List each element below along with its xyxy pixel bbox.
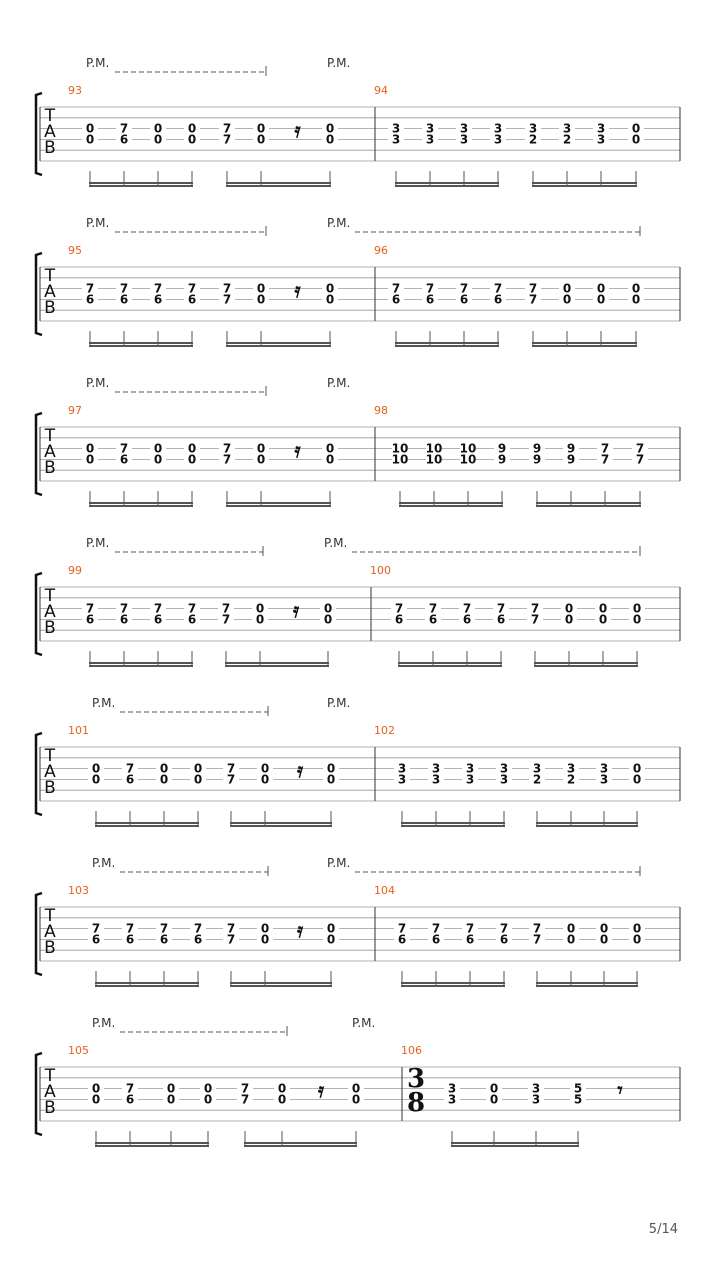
fret-number: 0 xyxy=(632,761,642,776)
fret-number: 7 xyxy=(425,281,435,296)
fret-number: 7 xyxy=(528,292,538,307)
fret-number: 0 xyxy=(260,921,270,936)
tab-clef-letter: B xyxy=(44,298,56,318)
rest-symbol: 𝄿 xyxy=(317,1078,325,1102)
fret-number: 7 xyxy=(119,601,129,616)
fret-number: 7 xyxy=(125,1081,135,1096)
tab-clef-letter: A xyxy=(44,282,56,302)
fret-number: 0 xyxy=(256,292,266,307)
fret-number: 0 xyxy=(562,281,572,296)
system-bracket xyxy=(36,93,42,175)
fret-number: 9 xyxy=(566,441,576,456)
fret-number: 7 xyxy=(221,612,231,627)
fret-number: 7 xyxy=(226,761,236,776)
measure-number: 95 xyxy=(68,244,82,257)
palm-mute-label: P.M. xyxy=(327,216,351,230)
fret-number: 3 xyxy=(425,121,435,136)
fret-number: 0 xyxy=(159,761,169,776)
fret-number: 0 xyxy=(598,612,608,627)
fret-number: 3 xyxy=(447,1081,457,1096)
measure-number: 96 xyxy=(374,244,388,257)
measure-number: 103 xyxy=(68,884,89,897)
rest-symbol: 𝄿 xyxy=(296,758,304,782)
fret-number: 7 xyxy=(119,441,129,456)
fret-number: 3 xyxy=(566,761,576,776)
fret-number: 6 xyxy=(465,932,475,947)
measure-number: 93 xyxy=(68,84,82,97)
fret-number: 7 xyxy=(532,932,542,947)
fret-number: 6 xyxy=(391,292,401,307)
fret-number: 6 xyxy=(85,292,95,307)
palm-mute-label: P.M. xyxy=(327,376,351,390)
fret-number: 0 xyxy=(256,132,266,147)
fret-number: 0 xyxy=(632,612,642,627)
tab-clef-letter: B xyxy=(44,938,56,958)
fret-number: 3 xyxy=(599,772,609,787)
tab-clef-letter: B xyxy=(44,778,56,798)
fret-number: 0 xyxy=(632,601,642,616)
fret-number: 3 xyxy=(493,121,503,136)
fret-number: 6 xyxy=(153,292,163,307)
fret-number: 0 xyxy=(153,121,163,136)
fret-number: 6 xyxy=(425,292,435,307)
fret-number: 10 xyxy=(391,452,409,467)
fret-number: 6 xyxy=(119,292,129,307)
rest-symbol: 𝄿 xyxy=(296,918,304,942)
fret-number: 7 xyxy=(222,132,232,147)
measure-number: 97 xyxy=(68,404,82,417)
fret-number: 6 xyxy=(428,612,438,627)
fret-number: 0 xyxy=(631,121,641,136)
fret-number: 6 xyxy=(499,932,509,947)
fret-number: 6 xyxy=(493,292,503,307)
tab-clef-letter: T xyxy=(44,426,56,446)
fret-number: 7 xyxy=(187,601,197,616)
fret-number: 0 xyxy=(166,1092,176,1107)
fret-number: 3 xyxy=(465,761,475,776)
fret-number: 3 xyxy=(528,121,538,136)
fret-number: 0 xyxy=(631,281,641,296)
fret-number: 0 xyxy=(326,761,336,776)
fret-number: 7 xyxy=(119,281,129,296)
fret-number: 0 xyxy=(91,761,101,776)
fret-number: 0 xyxy=(277,1092,287,1107)
fret-number: 0 xyxy=(85,452,95,467)
fret-number: 6 xyxy=(125,772,135,787)
palm-mute-label: P.M. xyxy=(92,696,116,710)
palm-mute-label: P.M. xyxy=(327,56,351,70)
palm-mute-label: P.M. xyxy=(92,1016,116,1030)
measure-number: 98 xyxy=(374,404,388,417)
tab-clef-letter: T xyxy=(44,746,56,766)
fret-number: 7 xyxy=(85,601,95,616)
fret-number: 0 xyxy=(325,452,335,467)
fret-number: 0 xyxy=(85,121,95,136)
fret-number: 0 xyxy=(351,1081,361,1096)
fret-number: 7 xyxy=(528,281,538,296)
fret-number: 5 xyxy=(573,1081,583,1096)
fret-number: 0 xyxy=(631,132,641,147)
fret-number: 3 xyxy=(397,772,407,787)
fret-number: 2 xyxy=(562,132,572,147)
fret-number: 10 xyxy=(425,441,443,456)
tab-clef-letter: T xyxy=(44,906,56,926)
fret-number: 6 xyxy=(125,932,135,947)
palm-mute-label: P.M. xyxy=(352,1016,376,1030)
fret-number: 0 xyxy=(596,281,606,296)
fret-number: 0 xyxy=(260,761,270,776)
fret-number: 7 xyxy=(125,761,135,776)
system-bracket xyxy=(36,253,42,335)
system-bracket xyxy=(36,573,42,655)
fret-number: 3 xyxy=(431,761,441,776)
tab-clef-letter: A xyxy=(44,122,56,142)
fret-number: 7 xyxy=(496,601,506,616)
fret-number: 6 xyxy=(394,612,404,627)
tab-clef-letter: T xyxy=(44,266,56,286)
fret-number: 7 xyxy=(600,441,610,456)
system-bracket xyxy=(36,733,42,815)
fret-number: 7 xyxy=(125,921,135,936)
measure-number: 104 xyxy=(374,884,395,897)
fret-number: 0 xyxy=(325,292,335,307)
fret-number: 0 xyxy=(325,121,335,136)
fret-number: 0 xyxy=(599,932,609,947)
fret-number: 0 xyxy=(187,121,197,136)
fret-number: 0 xyxy=(187,452,197,467)
measure-number: 105 xyxy=(68,1044,89,1057)
fret-number: 2 xyxy=(532,772,542,787)
fret-number: 3 xyxy=(531,1081,541,1096)
system-bracket xyxy=(36,893,42,975)
fret-number: 6 xyxy=(91,932,101,947)
tab-clef-letter: T xyxy=(44,1066,56,1086)
rest-symbol: 𝄿 xyxy=(294,278,301,302)
fret-number: 7 xyxy=(222,121,232,136)
fret-number: 7 xyxy=(530,601,540,616)
fret-number: 7 xyxy=(600,452,610,467)
fret-number: 10 xyxy=(459,441,477,456)
fret-number: 3 xyxy=(596,121,606,136)
measure-number: 102 xyxy=(374,724,395,737)
fret-number: 6 xyxy=(459,292,469,307)
fret-number: 0 xyxy=(325,281,335,296)
fret-number: 0 xyxy=(260,932,270,947)
fret-number: 3 xyxy=(459,121,469,136)
fret-number: 3 xyxy=(499,761,509,776)
fret-number: 6 xyxy=(496,612,506,627)
measure-number: 99 xyxy=(68,564,82,577)
fret-number: 10 xyxy=(391,441,409,456)
rest-symbol: 𝄿 xyxy=(294,438,301,462)
fret-number: 3 xyxy=(425,132,435,147)
fret-number: 7 xyxy=(85,281,95,296)
palm-mute-label: P.M. xyxy=(327,856,351,870)
fret-number: 7 xyxy=(635,441,645,456)
fret-number: 7 xyxy=(635,452,645,467)
fret-number: 0 xyxy=(632,932,642,947)
fret-number: 3 xyxy=(493,132,503,147)
fret-number: 3 xyxy=(499,772,509,787)
fret-number: 0 xyxy=(256,452,266,467)
fret-number: 0 xyxy=(596,292,606,307)
fret-number: 0 xyxy=(326,921,336,936)
fret-number: 6 xyxy=(85,612,95,627)
fret-number: 7 xyxy=(226,932,236,947)
fret-number: 9 xyxy=(497,452,507,467)
tab-clef-letter: A xyxy=(44,1082,56,1102)
fret-number: 9 xyxy=(532,452,542,467)
fret-number: 7 xyxy=(391,281,401,296)
fret-number: 0 xyxy=(255,601,265,616)
fret-number: 0 xyxy=(166,1081,176,1096)
fret-number: 9 xyxy=(532,441,542,456)
fret-number: 6 xyxy=(119,612,129,627)
fret-number: 7 xyxy=(493,281,503,296)
measure-number: 100 xyxy=(370,564,391,577)
palm-mute-label: P.M. xyxy=(86,56,110,70)
fret-number: 7 xyxy=(226,772,236,787)
fret-number: 0 xyxy=(256,441,266,456)
fret-number: 7 xyxy=(499,921,509,936)
tab-clef-letter: B xyxy=(44,1098,56,1118)
fret-number: 0 xyxy=(325,441,335,456)
page-number: 5/14 xyxy=(648,1222,678,1237)
tab-clef-letter: A xyxy=(44,922,56,942)
fret-number: 0 xyxy=(489,1081,499,1096)
palm-mute-label: P.M. xyxy=(324,536,348,550)
tab-clef-letter: A xyxy=(44,762,56,782)
fret-number: 0 xyxy=(598,601,608,616)
fret-number: 6 xyxy=(431,932,441,947)
fret-number: 0 xyxy=(85,441,95,456)
rest-symbol: 𝄿 xyxy=(294,118,301,142)
fret-number: 0 xyxy=(599,921,609,936)
fret-number: 7 xyxy=(530,612,540,627)
fret-number: 7 xyxy=(431,921,441,936)
fret-number: 0 xyxy=(564,601,574,616)
fret-number: 0 xyxy=(203,1081,213,1096)
fret-number: 3 xyxy=(459,132,469,147)
measure-number: 106 xyxy=(401,1044,422,1057)
fret-number: 3 xyxy=(596,132,606,147)
fret-number: 0 xyxy=(323,612,333,627)
fret-number: 2 xyxy=(528,132,538,147)
fret-number: 6 xyxy=(187,612,197,627)
fret-number: 2 xyxy=(566,772,576,787)
fret-number: 0 xyxy=(85,132,95,147)
fret-number: 6 xyxy=(193,932,203,947)
fret-number: 0 xyxy=(256,281,266,296)
fret-number: 7 xyxy=(153,601,163,616)
fret-number: 0 xyxy=(323,601,333,616)
fret-number: 0 xyxy=(153,132,163,147)
fret-number: 0 xyxy=(632,772,642,787)
fret-number: 3 xyxy=(532,761,542,776)
fret-number: 6 xyxy=(397,932,407,947)
fret-number: 3 xyxy=(531,1092,541,1107)
fret-number: 0 xyxy=(325,132,335,147)
palm-mute-label: P.M. xyxy=(86,216,110,230)
fret-number: 6 xyxy=(119,452,129,467)
fret-number: 7 xyxy=(397,921,407,936)
fret-number: 7 xyxy=(240,1081,250,1096)
fret-number: 7 xyxy=(532,921,542,936)
rest-symbol: 𝄾 xyxy=(617,1078,623,1102)
fret-number: 7 xyxy=(119,121,129,136)
fret-number: 0 xyxy=(489,1092,499,1107)
system-bracket xyxy=(36,1053,42,1135)
fret-number: 3 xyxy=(465,772,475,787)
tab-clef-letter: A xyxy=(44,602,56,622)
fret-number: 0 xyxy=(159,772,169,787)
fret-number: 0 xyxy=(91,1081,101,1096)
fret-number: 0 xyxy=(187,441,197,456)
fret-number: 6 xyxy=(187,292,197,307)
fret-number: 3 xyxy=(447,1092,457,1107)
fret-number: 0 xyxy=(566,932,576,947)
measure-number: 94 xyxy=(374,84,388,97)
fret-number: 7 xyxy=(222,292,232,307)
fret-number: 7 xyxy=(91,921,101,936)
fret-number: 9 xyxy=(497,441,507,456)
fret-number: 0 xyxy=(564,612,574,627)
fret-number: 9 xyxy=(566,452,576,467)
tab-clef-letter: T xyxy=(44,586,56,606)
fret-number: 3 xyxy=(599,761,609,776)
fret-number: 0 xyxy=(91,1092,101,1107)
palm-mute-label: P.M. xyxy=(92,856,116,870)
fret-number: 7 xyxy=(193,921,203,936)
fret-number: 7 xyxy=(187,281,197,296)
fret-number: 0 xyxy=(193,761,203,776)
fret-number: 6 xyxy=(159,932,169,947)
system-bracket xyxy=(36,413,42,495)
fret-number: 7 xyxy=(222,281,232,296)
fret-number: 0 xyxy=(277,1081,287,1096)
fret-number: 5 xyxy=(573,1092,583,1107)
fret-number: 3 xyxy=(391,132,401,147)
tab-clef-letter: T xyxy=(44,106,56,126)
fret-number: 3 xyxy=(391,121,401,136)
fret-number: 7 xyxy=(159,921,169,936)
fret-number: 7 xyxy=(222,452,232,467)
fret-number: 7 xyxy=(462,601,472,616)
fret-number: 0 xyxy=(91,772,101,787)
fret-number: 6 xyxy=(119,132,129,147)
fret-number: 3 xyxy=(397,761,407,776)
fret-number: 0 xyxy=(203,1092,213,1107)
time-signature-top: 3 xyxy=(406,1064,426,1094)
fret-number: 6 xyxy=(125,1092,135,1107)
tab-clef-letter: B xyxy=(44,138,56,158)
palm-mute-label: P.M. xyxy=(86,376,110,390)
fret-number: 7 xyxy=(459,281,469,296)
rest-symbol: 𝄿 xyxy=(292,598,300,622)
fret-number: 0 xyxy=(631,292,641,307)
palm-mute-label: P.M. xyxy=(86,536,110,550)
fret-number: 3 xyxy=(562,121,572,136)
fret-number: 3 xyxy=(431,772,441,787)
time-signature-bottom: 8 xyxy=(406,1088,426,1118)
fret-number: 0 xyxy=(562,292,572,307)
fret-number: 7 xyxy=(428,601,438,616)
fret-number: 7 xyxy=(465,921,475,936)
fret-number: 7 xyxy=(394,601,404,616)
fret-number: 6 xyxy=(462,612,472,627)
fret-number: 0 xyxy=(193,772,203,787)
fret-number: 7 xyxy=(221,601,231,616)
fret-number: 6 xyxy=(153,612,163,627)
fret-number: 0 xyxy=(326,772,336,787)
fret-number: 0 xyxy=(256,121,266,136)
fret-number: 0 xyxy=(255,612,265,627)
fret-number: 7 xyxy=(226,921,236,936)
palm-mute-label: P.M. xyxy=(327,696,351,710)
fret-number: 0 xyxy=(326,932,336,947)
fret-number: 0 xyxy=(187,132,197,147)
tab-clef-letter: A xyxy=(44,442,56,462)
tab-clef-letter: B xyxy=(44,458,56,478)
fret-number: 0 xyxy=(566,921,576,936)
tab-clef-letter: B xyxy=(44,618,56,638)
fret-number: 0 xyxy=(153,441,163,456)
fret-number: 10 xyxy=(459,452,477,467)
fret-number: 10 xyxy=(425,452,443,467)
measure-number: 101 xyxy=(68,724,89,737)
fret-number: 0 xyxy=(632,921,642,936)
fret-number: 0 xyxy=(351,1092,361,1107)
fret-number: 0 xyxy=(260,772,270,787)
fret-number: 7 xyxy=(153,281,163,296)
fret-number: 0 xyxy=(153,452,163,467)
fret-number: 7 xyxy=(240,1092,250,1107)
fret-number: 7 xyxy=(222,441,232,456)
